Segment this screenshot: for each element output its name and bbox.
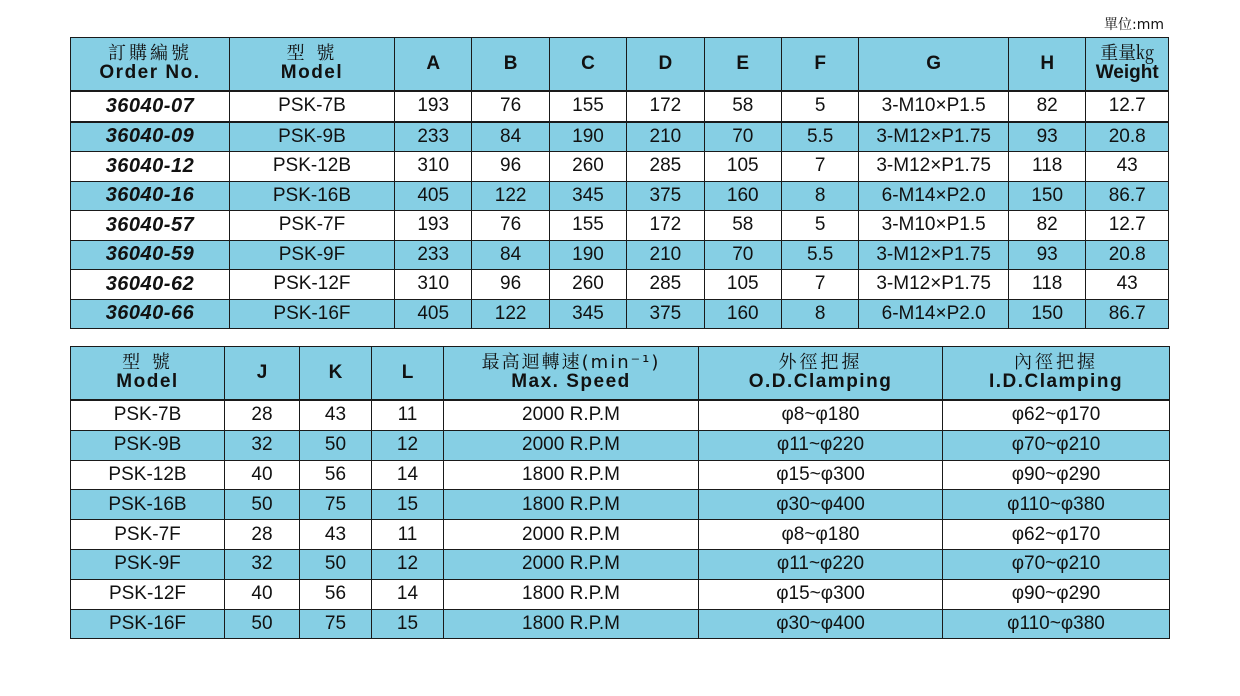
spec-row: [71, 270, 1169, 300]
cell-id-clamping: φ90~φ290: [943, 579, 1170, 609]
cell-a: 405: [395, 299, 472, 329]
cell-max-speed: 2000 R.P.M: [444, 549, 699, 579]
cell-d: 285: [627, 270, 704, 300]
cell-id-clamping: φ62~φ170: [943, 520, 1170, 550]
cell-d: 375: [627, 299, 704, 329]
spec-row: [71, 122, 1169, 152]
header-model-cn: 型 號: [286, 42, 338, 64]
cell-od-clamping: φ11~φ220: [699, 430, 943, 460]
cell-j: 28: [225, 520, 300, 550]
speed-row: [71, 430, 1170, 460]
speed-row: [71, 609, 1170, 639]
cell-model: PSK-9B: [71, 430, 225, 460]
header-a: A: [395, 38, 472, 92]
header-od-en: O.D.Clamping: [748, 371, 893, 393]
cell-l: 12: [372, 430, 444, 460]
cell-k: 56: [300, 579, 372, 609]
cell-b: 76: [472, 91, 549, 122]
header-l: L: [372, 347, 444, 401]
cell-c: 190: [549, 240, 626, 270]
cell-b: 122: [472, 181, 549, 211]
cell-j: 28: [225, 400, 300, 430]
cell-d: 210: [627, 122, 704, 152]
speed-row: [71, 579, 1170, 609]
cell-e: 58: [704, 211, 781, 241]
cell-weight: 43: [1086, 152, 1169, 182]
cell-model: PSK-16B: [229, 181, 394, 211]
cell-k: 43: [300, 520, 372, 550]
cell-f: 8: [781, 181, 858, 211]
speed-row: [71, 460, 1170, 490]
header-model-en: Model: [280, 62, 344, 84]
header-b: B: [472, 38, 549, 92]
spec-header-row: [71, 38, 1169, 92]
cell-model: PSK-12B: [71, 460, 225, 490]
cell-g: 3-M10×P1.5: [859, 91, 1009, 122]
cell-model: PSK-16F: [71, 609, 225, 639]
cell-b: 84: [472, 122, 549, 152]
cell-k: 50: [300, 430, 372, 460]
header-k: K: [300, 347, 372, 401]
header-od-clamping: [699, 347, 943, 401]
cell-j: 40: [225, 579, 300, 609]
cell-max-speed: 1800 R.P.M: [444, 490, 699, 520]
spec-row: [71, 299, 1169, 329]
header-speed-cn: 最高迴轉速(min⁻¹): [481, 351, 661, 373]
spec-row: [71, 91, 1169, 122]
cell-j: 50: [225, 609, 300, 639]
cell-j: 32: [225, 430, 300, 460]
cell-max-speed: 1800 R.P.M: [444, 609, 699, 639]
cell-e: 70: [704, 240, 781, 270]
cell-max-speed: 2000 R.P.M: [444, 400, 699, 430]
header-e: E: [704, 38, 781, 92]
cell-model: PSK-9F: [229, 240, 394, 270]
cell-model: PSK-7F: [229, 211, 394, 241]
cell-model: PSK-12B: [229, 152, 394, 182]
cell-f: 5: [781, 91, 858, 122]
header-order-no: [71, 38, 230, 92]
header-h: H: [1008, 38, 1085, 92]
cell-a: 233: [395, 122, 472, 152]
cell-l: 14: [372, 579, 444, 609]
cell-k: 75: [300, 609, 372, 639]
cell-h: 118: [1008, 152, 1085, 182]
cell-c: 260: [549, 152, 626, 182]
cell-h: 93: [1008, 240, 1085, 270]
cell-c: 345: [549, 299, 626, 329]
cell-b: 96: [472, 152, 549, 182]
cell-e: 105: [704, 270, 781, 300]
speed-row: [71, 490, 1170, 520]
header-order-cn: 訂購編號: [107, 42, 192, 64]
cell-k: 56: [300, 460, 372, 490]
cell-f: 8: [781, 299, 858, 329]
speed-row: [71, 400, 1170, 430]
speed-row: [71, 549, 1170, 579]
header-weight-en: Weight: [1095, 62, 1159, 84]
cell-d: 172: [627, 91, 704, 122]
cell-h: 82: [1008, 91, 1085, 122]
cell-model: PSK-12F: [229, 270, 394, 300]
cell-model: PSK-16B: [71, 490, 225, 520]
cell-od-clamping: φ15~φ300: [699, 579, 943, 609]
cell-k: 75: [300, 490, 372, 520]
cell-g: 3-M12×P1.75: [859, 240, 1009, 270]
cell-model: PSK-9F: [71, 549, 225, 579]
cell-c: 155: [549, 211, 626, 241]
cell-d: 172: [627, 211, 704, 241]
header-od-cn: 外徑把握: [778, 351, 863, 373]
cell-l: 15: [372, 490, 444, 520]
header-model-2-en: Model: [116, 371, 179, 393]
cell-c: 345: [549, 181, 626, 211]
cell-e: 160: [704, 181, 781, 211]
cell-e: 70: [704, 122, 781, 152]
cell-max-speed: 2000 R.P.M: [444, 520, 699, 550]
cell-f: 5.5: [781, 240, 858, 270]
cell-b: 84: [472, 240, 549, 270]
cell-model: PSK-7B: [229, 91, 394, 122]
cell-g: 6-M14×P2.0: [859, 299, 1009, 329]
cell-b: 122: [472, 299, 549, 329]
header-j: J: [225, 347, 300, 401]
cell-f: 7: [781, 270, 858, 300]
header-id-cn: 內徑把握: [1014, 351, 1098, 373]
header-weight: [1086, 38, 1169, 92]
speed-table: [70, 346, 1170, 639]
cell-order-no: 36040-59: [71, 240, 230, 270]
header-weight-cn: 重量㎏: [1100, 42, 1155, 64]
cell-e: 58: [704, 91, 781, 122]
cell-k: 50: [300, 549, 372, 579]
cell-d: 285: [627, 152, 704, 182]
header-order-en: Order No.: [99, 62, 201, 84]
cell-d: 210: [627, 240, 704, 270]
cell-l: 11: [372, 400, 444, 430]
cell-max-speed: 1800 R.P.M: [444, 579, 699, 609]
cell-od-clamping: φ8~φ180: [699, 400, 943, 430]
cell-d: 375: [627, 181, 704, 211]
cell-a: 233: [395, 240, 472, 270]
header-f: F: [781, 38, 858, 92]
cell-g: 3-M12×P1.75: [859, 152, 1009, 182]
cell-id-clamping: φ70~φ210: [943, 430, 1170, 460]
spec-row: [71, 181, 1169, 211]
cell-od-clamping: φ30~φ400: [699, 490, 943, 520]
cell-j: 32: [225, 549, 300, 579]
cell-order-no: 36040-16: [71, 181, 230, 211]
cell-id-clamping: φ90~φ290: [943, 460, 1170, 490]
cell-k: 43: [300, 400, 372, 430]
cell-h: 93: [1008, 122, 1085, 152]
cell-od-clamping: φ30~φ400: [699, 609, 943, 639]
cell-f: 5: [781, 211, 858, 241]
header-max-speed: [444, 347, 699, 401]
cell-c: 155: [549, 91, 626, 122]
header-id-clamping: [943, 347, 1170, 401]
cell-h: 150: [1008, 181, 1085, 211]
cell-g: 3-M12×P1.75: [859, 122, 1009, 152]
cell-f: 7: [781, 152, 858, 182]
cell-weight: 12.7: [1086, 211, 1169, 241]
cell-weight: 86.7: [1086, 181, 1169, 211]
cell-model: PSK-7B: [71, 400, 225, 430]
cell-h: 118: [1008, 270, 1085, 300]
header-d: D: [627, 38, 704, 92]
header-speed-en: Max. Speed: [511, 371, 631, 393]
cell-l: 12: [372, 549, 444, 579]
header-c: C: [549, 38, 626, 92]
cell-a: 193: [395, 91, 472, 122]
cell-a: 310: [395, 270, 472, 300]
cell-model: PSK-7F: [71, 520, 225, 550]
cell-id-clamping: φ110~φ380: [943, 609, 1170, 639]
cell-weight: 86.7: [1086, 299, 1169, 329]
cell-l: 15: [372, 609, 444, 639]
cell-id-clamping: φ62~φ170: [943, 400, 1170, 430]
unit-label: 單位:mm: [1104, 17, 1164, 33]
spec-row: [71, 152, 1169, 182]
cell-a: 405: [395, 181, 472, 211]
cell-weight: 20.8: [1086, 122, 1169, 152]
header-model: [229, 38, 394, 92]
cell-g: 6-M14×P2.0: [859, 181, 1009, 211]
cell-order-no: 36040-07: [71, 91, 230, 122]
cell-id-clamping: φ70~φ210: [943, 549, 1170, 579]
cell-model: PSK-9B: [229, 122, 394, 152]
cell-max-speed: 2000 R.P.M: [444, 430, 699, 460]
cell-order-no: 36040-09: [71, 122, 230, 152]
cell-j: 50: [225, 490, 300, 520]
speed-row: [71, 520, 1170, 550]
cell-l: 11: [372, 520, 444, 550]
cell-order-no: 36040-66: [71, 299, 230, 329]
cell-od-clamping: φ15~φ300: [699, 460, 943, 490]
spec-table: [70, 37, 1169, 329]
cell-order-no: 36040-57: [71, 211, 230, 241]
spec-row: [71, 211, 1169, 241]
cell-h: 82: [1008, 211, 1085, 241]
cell-h: 150: [1008, 299, 1085, 329]
header-g: G: [859, 38, 1009, 92]
cell-order-no: 36040-12: [71, 152, 230, 182]
cell-c: 260: [549, 270, 626, 300]
header-id-en: I.D.Clamping: [988, 371, 1124, 393]
cell-g: 3-M12×P1.75: [859, 270, 1009, 300]
cell-a: 193: [395, 211, 472, 241]
cell-weight: 43: [1086, 270, 1169, 300]
cell-id-clamping: φ110~φ380: [943, 490, 1170, 520]
cell-model: PSK-16F: [229, 299, 394, 329]
cell-weight: 12.7: [1086, 91, 1169, 122]
cell-c: 190: [549, 122, 626, 152]
header-model-2-cn: 型 號: [122, 351, 173, 373]
cell-b: 96: [472, 270, 549, 300]
cell-l: 14: [372, 460, 444, 490]
cell-max-speed: 1800 R.P.M: [444, 460, 699, 490]
header-model-2: [71, 347, 225, 401]
cell-od-clamping: φ11~φ220: [699, 549, 943, 579]
cell-j: 40: [225, 460, 300, 490]
cell-model: PSK-12F: [71, 579, 225, 609]
cell-order-no: 36040-62: [71, 270, 230, 300]
cell-g: 3-M10×P1.5: [859, 211, 1009, 241]
spec-row: [71, 240, 1169, 270]
speed-header-row: [71, 347, 1170, 401]
cell-f: 5.5: [781, 122, 858, 152]
cell-e: 160: [704, 299, 781, 329]
cell-weight: 20.8: [1086, 240, 1169, 270]
cell-od-clamping: φ8~φ180: [699, 520, 943, 550]
cell-a: 310: [395, 152, 472, 182]
cell-b: 76: [472, 211, 549, 241]
cell-e: 105: [704, 152, 781, 182]
